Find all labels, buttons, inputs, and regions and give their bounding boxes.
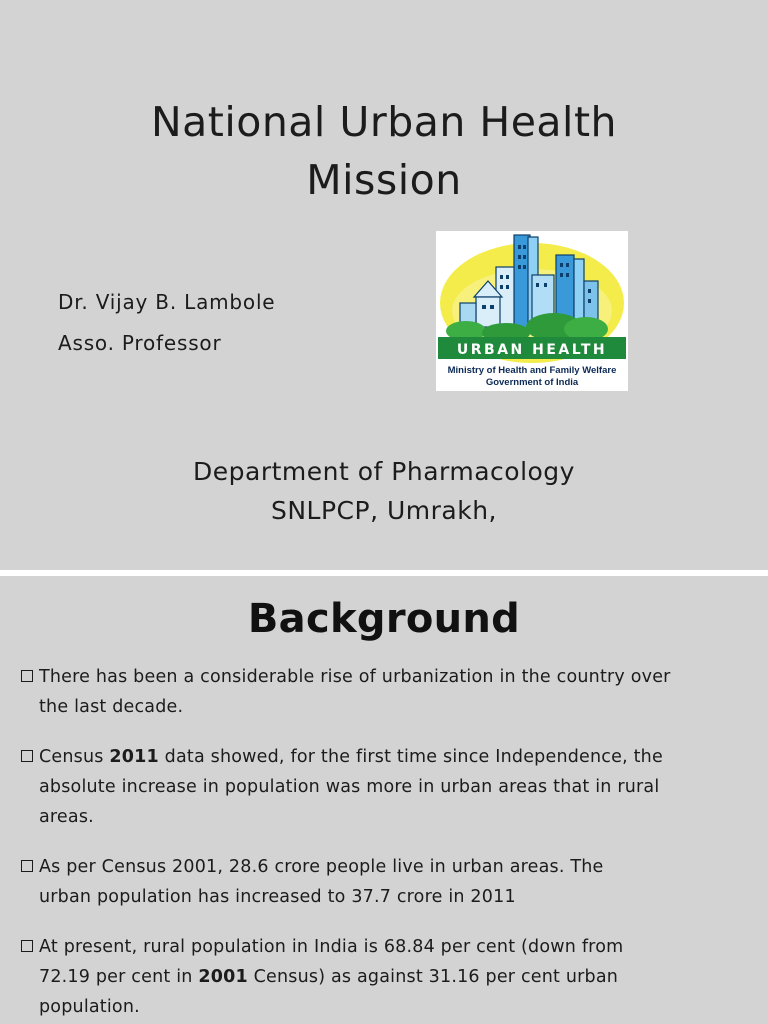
urban-health-logo [436,231,628,391]
logo-ministry-text: Ministry of Health and Family Welfare [447,365,617,376]
list-item: At present, rural population in India is 68.84 per cent (down from 72.19 per cent in 2001 Census) as against 31.16 per cent urban population. [20,932,750,1022]
checkbox-bullet-icon [21,750,33,762]
author-role: Asso. Professor [58,331,222,355]
logo-government-text: Government of India [485,377,579,388]
background-heading: Background [247,596,521,642]
checkbox-bullet-icon [21,670,33,682]
background-slide [0,576,768,1024]
list-item: There has been a considerable rise of urbanization in the country over the last decade. [20,662,750,722]
checkbox-bullet-icon [21,940,33,952]
slide-title-line2: Mission [306,156,462,204]
author-name: Dr. Vijay B. Lambole [58,290,276,314]
checkbox-bullet-icon [21,860,33,872]
department-line1: Department of Pharmacology [193,457,575,486]
bullet-list [20,662,750,1024]
logo-banner-text: URBAN HEALTH [456,342,608,358]
list-item: As per Census 2001, 28.6 crore people live in urban areas. The urban population has increased to 37.7 crore in 2011 [20,852,750,912]
department-line2: SNLPCP, Umrakh, [270,496,498,525]
slide-title-line1: National Urban Health [150,98,618,146]
list-item: Census 2011 data showed, for the first time since Independence, the absolute increase in population was more in urban areas that in rural areas. [20,742,750,832]
